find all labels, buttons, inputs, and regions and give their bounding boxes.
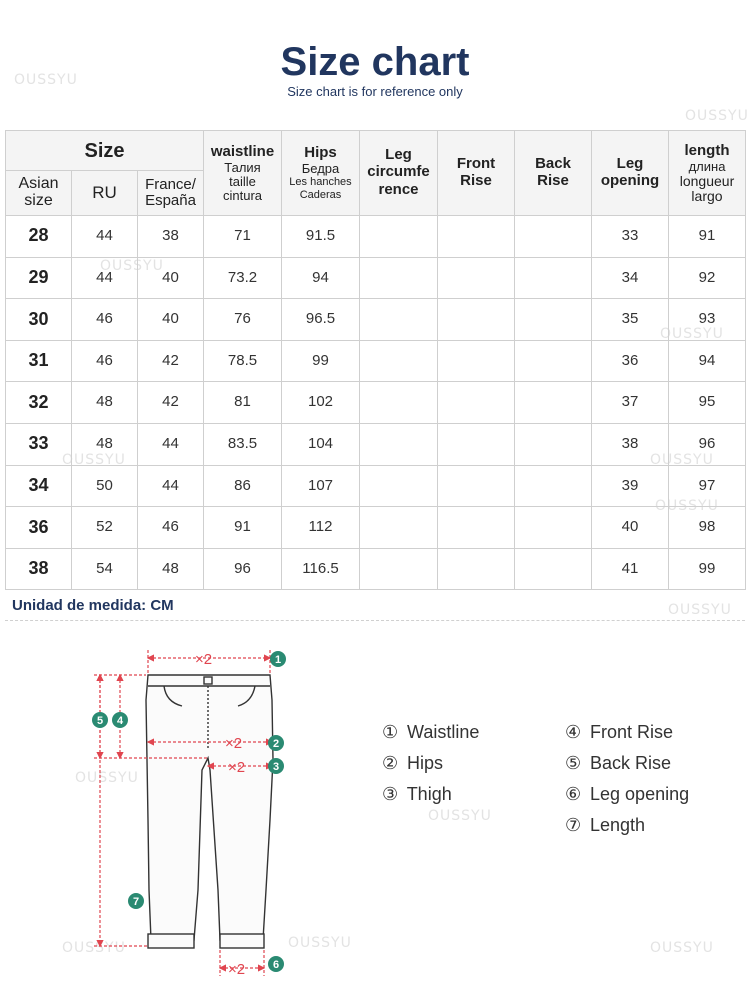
cell-length: 98	[669, 507, 746, 549]
table-row	[6, 299, 746, 341]
cell-fr: 48	[138, 548, 204, 590]
watermark: OUSSYU	[655, 498, 719, 514]
cell-length: 96	[669, 423, 746, 465]
cell-length: 95	[669, 382, 746, 424]
table-row	[6, 423, 746, 465]
legend-item: ⑦ Length	[565, 815, 646, 835]
cell-hips: 99	[282, 340, 360, 382]
cell-waist: 83.5	[204, 423, 282, 465]
header-leg-circumference: Leg circumfe rence	[360, 131, 438, 216]
cell-ru: 50	[72, 465, 138, 507]
cell-front	[438, 340, 515, 382]
watermark: OUSSYU	[650, 452, 714, 468]
cell-opening: 37	[592, 382, 669, 424]
header-front-rise: Front Rise	[438, 131, 515, 216]
header-france-espana: France/ España	[138, 171, 204, 216]
header-leg-opening: Leg opening	[592, 131, 669, 216]
unit-note: Unidad de medida: CM	[12, 597, 174, 614]
cell-hips: 102	[282, 382, 360, 424]
cell-front	[438, 465, 515, 507]
cell-fr: 38	[138, 216, 204, 258]
times2-label: ×2	[228, 961, 246, 978]
cell-waist: 71	[204, 216, 282, 258]
watermark: OUSSYU	[75, 770, 139, 786]
cell-ru: 44	[72, 257, 138, 299]
cell-ru: 52	[72, 507, 138, 549]
table-row	[6, 340, 746, 382]
svg-text:1: 1	[274, 654, 282, 666]
cell-waist: 73.2	[204, 257, 282, 299]
cell-leg-circ	[360, 507, 438, 549]
cell-back	[515, 299, 592, 341]
cell-back	[515, 465, 592, 507]
times2-label: ×2	[225, 735, 243, 752]
cell-opening: 36	[592, 340, 669, 382]
cell-ru: 54	[72, 548, 138, 590]
cell-hips: 96.5	[282, 299, 360, 341]
legend-column-1	[382, 722, 479, 815]
divider	[5, 620, 745, 621]
cell-front	[438, 382, 515, 424]
watermark: OUSSYU	[650, 940, 714, 956]
svg-text:6: 6	[272, 959, 280, 971]
page-title: Size chart	[280, 40, 470, 84]
svg-text:3: 3	[272, 761, 280, 773]
pants-outline	[146, 675, 273, 948]
cell-fr: 42	[138, 382, 204, 424]
header-size: Size	[6, 131, 204, 171]
table-row	[6, 257, 746, 299]
cell-opening: 41	[592, 548, 669, 590]
cell-length: 97	[669, 465, 746, 507]
pants-diagram	[80, 640, 300, 990]
cell-back	[515, 548, 592, 590]
header-ru: RU	[72, 171, 138, 216]
watermark: OUSSYU	[685, 108, 749, 124]
cell-asian: 31	[6, 340, 72, 382]
cell-back	[515, 340, 592, 382]
cell-opening: 39	[592, 465, 669, 507]
header-back-rise: Back Rise	[515, 131, 592, 216]
header-length: length длина longueur largo	[669, 131, 746, 216]
legend-item: ⑤ Back Rise	[565, 753, 672, 773]
cell-length: 92	[669, 257, 746, 299]
legend-item: ⑥ Leg opening	[565, 784, 690, 804]
cell-leg-circ	[360, 382, 438, 424]
cell-hips: 112	[282, 507, 360, 549]
cell-leg-circ	[360, 299, 438, 341]
table-row	[6, 548, 746, 590]
svg-text:2: 2	[272, 738, 280, 750]
cell-asian: 28	[6, 216, 72, 258]
watermark: OUSSYU	[14, 72, 78, 88]
marker-3	[268, 758, 284, 774]
header-asian-size: Asian size	[6, 171, 72, 216]
watermark: OUSSYU	[62, 940, 126, 956]
cell-back	[515, 257, 592, 299]
legend-item: ① Waistline	[382, 722, 480, 742]
size-table	[5, 130, 746, 590]
cell-opening: 38	[592, 423, 669, 465]
page-subtitle: Size chart is for reference only	[287, 84, 463, 99]
cell-waist: 81	[204, 382, 282, 424]
cell-asian: 36	[6, 507, 72, 549]
cell-back	[515, 216, 592, 258]
cell-front	[438, 507, 515, 549]
cell-fr: 40	[138, 257, 204, 299]
watermark: OUSSYU	[668, 602, 732, 618]
watermark: OUSSYU	[100, 258, 164, 274]
table-row	[6, 465, 746, 507]
cell-opening: 34	[592, 257, 669, 299]
cell-hips: 116.5	[282, 548, 360, 590]
watermark: OUSSYU	[62, 452, 126, 468]
cell-fr: 46	[138, 507, 204, 549]
legend-item: ③ Thigh	[382, 784, 452, 804]
cell-fr: 40	[138, 299, 204, 341]
header-waistline: waistline Талия taille cintura	[204, 131, 282, 216]
cell-fr: 44	[138, 423, 204, 465]
cell-waist: 91	[204, 507, 282, 549]
cell-hips: 94	[282, 257, 360, 299]
cell-length: 94	[669, 340, 746, 382]
cell-waist: 96	[204, 548, 282, 590]
marker-2	[268, 735, 284, 751]
times2-label: ×2	[195, 651, 213, 668]
cell-front	[438, 423, 515, 465]
table-row	[6, 216, 746, 258]
cell-length: 99	[669, 548, 746, 590]
cell-asian: 38	[6, 548, 72, 590]
watermark: OUSSYU	[428, 808, 492, 824]
svg-text:7: 7	[132, 896, 140, 908]
marker-6	[268, 956, 284, 972]
times2-label: ×2	[228, 759, 246, 776]
cell-front	[438, 548, 515, 590]
cell-front	[438, 216, 515, 258]
cell-fr: 44	[138, 465, 204, 507]
cell-waist: 86	[204, 465, 282, 507]
cell-waist: 76	[204, 299, 282, 341]
cell-length: 91	[669, 216, 746, 258]
cell-ru: 44	[72, 216, 138, 258]
cell-leg-circ	[360, 423, 438, 465]
cell-leg-circ	[360, 340, 438, 382]
cell-hips: 91.5	[282, 216, 360, 258]
cell-asian: 29	[6, 257, 72, 299]
svg-text:4: 4	[116, 715, 124, 727]
cell-fr: 42	[138, 340, 204, 382]
table-row	[6, 382, 746, 424]
svg-text:5: 5	[96, 715, 104, 727]
cell-leg-circ	[360, 465, 438, 507]
cell-ru: 46	[72, 299, 138, 341]
watermark: OUSSYU	[660, 326, 724, 342]
cell-back	[515, 382, 592, 424]
watermark: OUSSYU	[288, 935, 352, 951]
legend-item: ④ Front Rise	[565, 722, 674, 742]
cell-hips: 107	[282, 465, 360, 507]
cell-asian: 32	[6, 382, 72, 424]
cell-length: 93	[669, 299, 746, 341]
cell-ru: 46	[72, 340, 138, 382]
cell-leg-circ	[360, 257, 438, 299]
cell-ru: 48	[72, 382, 138, 424]
cell-asian: 34	[6, 465, 72, 507]
marker-1	[270, 651, 286, 667]
cell-ru: 48	[72, 423, 138, 465]
cell-front	[438, 299, 515, 341]
cell-asian: 30	[6, 299, 72, 341]
cell-waist: 78.5	[204, 340, 282, 382]
cell-opening: 33	[592, 216, 669, 258]
cell-hips: 104	[282, 423, 360, 465]
legend-item: ② Hips	[382, 753, 444, 773]
marker-4	[112, 712, 128, 728]
cell-opening: 35	[592, 299, 669, 341]
cell-leg-circ	[360, 548, 438, 590]
cell-leg-circ	[360, 216, 438, 258]
table-row	[6, 507, 746, 549]
marker-5	[92, 712, 108, 728]
header-hips: Hips Бедра Les hanches Caderas	[282, 131, 360, 216]
cell-asian: 33	[6, 423, 72, 465]
cell-front	[438, 257, 515, 299]
cell-back	[515, 423, 592, 465]
cell-back	[515, 507, 592, 549]
marker-7	[128, 893, 144, 909]
legend-column-2	[565, 722, 689, 846]
cell-opening: 40	[592, 507, 669, 549]
